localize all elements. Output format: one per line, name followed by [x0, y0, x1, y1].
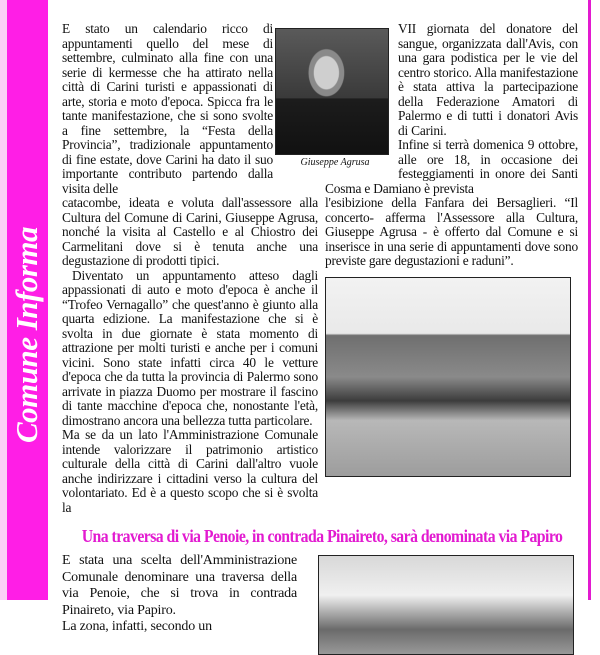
paragraph: catacombe, ideata e voluta dall'assessore alla Cultura del Comune di Carini, Giuseppe Agrusa, nonché la visita al Castello e al Chiostro dei Carmelitani dove si è tenuta anche una degustazione di prodotti tipici. [62, 195, 318, 268]
page-border [588, 0, 591, 600]
paragraph: La zona, infatti, secondo un [62, 619, 212, 634]
portrait-photo [275, 28, 389, 155]
article2-text [62, 553, 297, 636]
fanfara-photo [325, 277, 571, 477]
article-headline-wrapper [55, 525, 585, 547]
photo-caption: Giuseppe Agrusa [300, 157, 370, 168]
article-headline: Una traversa di via Penoie, in contrada Pinaireto, sarà denominata via Papiro [81, 526, 563, 546]
paragraph: Diventato un appuntamento atteso dagli appassionati di auto e moto d'epoca è anche il “Trofeo Vernagallo” che quest'anno è giunto alla quarta edizione. La manifestazione che si è svolta in due giornate è stata momento di attrazione per molti turisti e anche per i comuni vicini. Sono state infatti circa 40 le vetture d'epoca che da tutta la provincia di Palermo sono arrivate in piazza Duomo per mostrare il fascino di tante macchine d'epoca che, nonostante l'età, dimostrano ancora una bellezza tutta particolare. [62, 267, 318, 428]
page-edge [0, 0, 7, 600]
paragraph: Ma se da un lato l'Amministrazione Comunale intende valorizzare il patrimonio artistico culturale della città di Carini dall'altro vuole anche indirizzare i cittadini verso la cultura del volontariato. Ed è a questo scopo che si è svolta la [62, 427, 318, 515]
paragraph: l'esibizione della Fanfara dei Bersaglieri. “Il concerto- afferma l'Assessore alla Cultura, Giuseppe Agrusa - è offerto dal Comune e si inserisce in una serie di appuntamenti dove sono previste gare degustazioni e raduni”. [325, 195, 578, 268]
paragraph: E stata una scelta dell'Amministrazione Comunale denominare una traversa della via Penoie, che si trova in contrada Pinaireto, via Papiro. [62, 553, 297, 618]
section-title: Comune Informa [9, 226, 44, 444]
paragraph: VII giornata del donatore del sangue, organizzata dall'Avis, con una gara podistica per le vie del centro storico. Alla manifestazione è stata attiva la partecipazione della Federazione Amatori di Palermo e di tutti i donatori Avis di Carini. [398, 21, 578, 138]
paragraph: Infine si terrà domenica 9 ottobre, alle ore 18, in occasione dei festeggiamenti in onore dei Santi Cosma e Damiano è prevista [325, 137, 578, 196]
landscape-photo [318, 555, 574, 655]
paragraph: E stato un calendario ricco di appuntamenti quello del mese di settembre, culminato alla fine con una serie di kermesse che ha attirato nella città di Carini turisti e appassionati di arte, storia e moto d'epoca. Spicca fra le tante manifestazione, che si sono svolte a fine settembre, la “Festa della Provincia”, tradizionale appuntamento di fine estate, dove Carini ha dato il suo importante contributo partendo dalla visita delle [62, 21, 273, 196]
article2 [62, 553, 578, 655]
page-content [62, 22, 578, 655]
